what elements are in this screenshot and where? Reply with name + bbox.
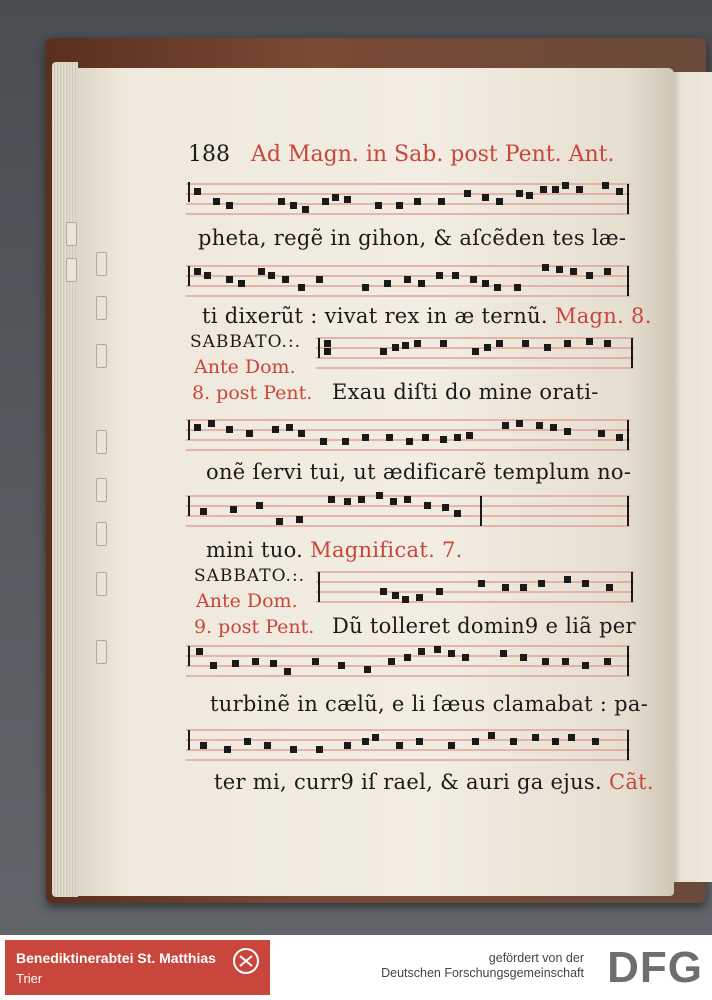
running-title: Ad Magn. in Sab. post Pent. Ant. (251, 142, 615, 167)
rubric-heading: SABBATO.:. (194, 566, 306, 586)
rubric-text: 9. post Pent. (194, 616, 315, 638)
index-tab (96, 478, 107, 502)
rubric-heading: SABBATO.:. (190, 332, 302, 352)
lyric-line: pheta, regẽ in gihon, & aſcẽden tes læ- (198, 226, 627, 250)
music-staff (186, 640, 630, 682)
lyric-line (202, 304, 652, 328)
lyric-line: turbinẽ in cælũ, e li ſæus clamabat : pa- (210, 692, 649, 716)
institution-badge[interactable] (5, 940, 270, 995)
index-tab (96, 572, 107, 596)
music-staff (186, 416, 630, 456)
index-tab (96, 640, 107, 664)
lyric-text: ter mi, curr9 iſ rael, & auri ga ejus. (214, 770, 602, 794)
music-staff (186, 180, 630, 220)
footer-bar (0, 935, 712, 1000)
dfg-logo[interactable]: DFG (607, 943, 703, 992)
index-tab (66, 222, 77, 246)
rubric-text: Ante Dom. (194, 356, 296, 378)
page-header (188, 142, 614, 167)
index-tab (96, 296, 107, 320)
rubric-text: 8. post Pent. (192, 382, 313, 404)
funding-line-2: Deutschen Forschungsgemeinschaft (381, 966, 584, 980)
index-tab (66, 258, 77, 282)
funding-notice (381, 951, 584, 981)
music-staff (186, 492, 630, 532)
rubric-text: Ante Dom. (196, 590, 298, 612)
lyric-line (206, 538, 463, 562)
music-staff (316, 334, 634, 374)
index-tab (96, 252, 107, 276)
music-staff (186, 724, 630, 766)
lyric-text: ti dixerũt : vivat rex in æ ternũ. (202, 304, 548, 328)
lyric-line: Dũ tolleret domin9 e liã per (332, 614, 636, 638)
rubric-tone: Magnificat. 7. (310, 538, 463, 562)
rubric-tone: Magn. 8. (554, 304, 652, 328)
facing-page-edge (668, 72, 712, 882)
index-tab (96, 522, 107, 546)
funding-line-1: gefördert von der (488, 951, 584, 965)
music-staff (186, 262, 630, 304)
lyric-text: mini tuo. (206, 538, 304, 562)
page-number: 188 (188, 142, 230, 167)
lyric-line (214, 770, 654, 794)
institution-name: Benediktinerabtei St. Matthias (16, 950, 216, 966)
music-staff (316, 566, 634, 610)
rubric-custos: Cãt. (608, 770, 654, 794)
index-tab (96, 430, 107, 454)
lyric-line: onẽ ſervi tui, ut ædificarẽ templum no- (206, 460, 632, 484)
page-edges (52, 62, 78, 897)
index-tab (96, 344, 107, 368)
institution-city: Trier (16, 971, 43, 986)
lyric-line: Exau diſti do mine orati- (332, 380, 599, 404)
abbey-logo-icon (231, 946, 261, 976)
